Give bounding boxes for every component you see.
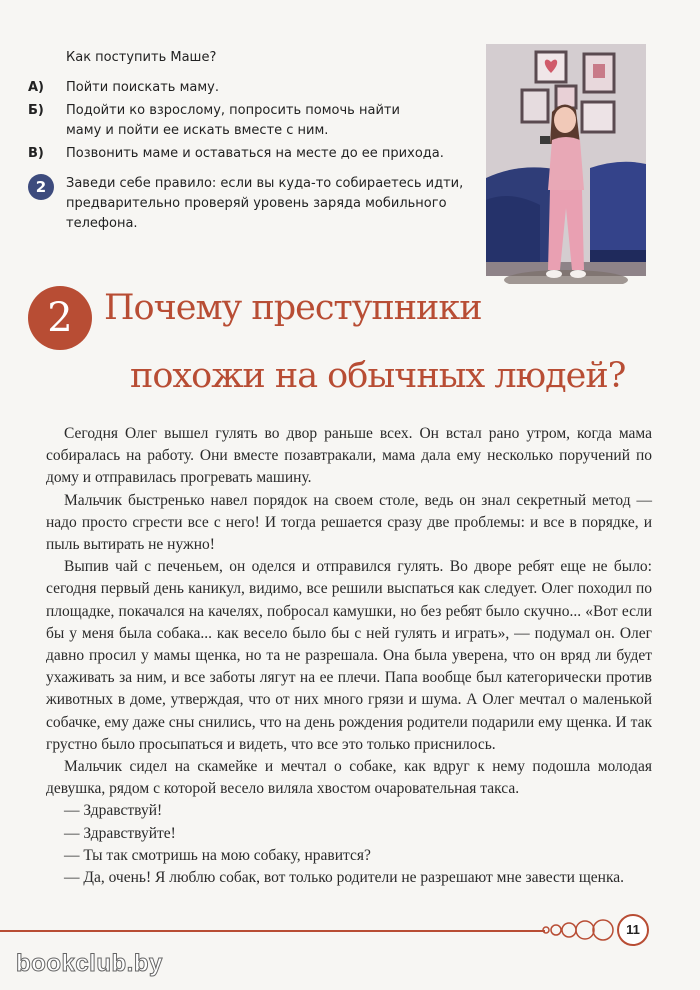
option-letter: А)	[28, 80, 45, 95]
tip-number-badge: 2	[28, 174, 54, 200]
tip-text: Заведи себе правило: если вы куда-то собираетесь идти, предварительно проверяй уровень заряда мобильного телефона.	[66, 176, 464, 231]
dialogue-line: — Ты так смотришь на мою собаку, нравится?	[64, 846, 371, 864]
paragraph: Выпив чай с печеньем, он оделся и отправился гулять. Во дворе ребят еще не было: сегодня первый день каникул, видимо, все решили выспаться как следует. Олег походил по площадке, покачался на качелях, побросал камушки, но без ребят было скучно... «Вот если бы у меня была собака... как весело было бы с ней гулять и играть», — подумал он. Олег давно просил у мамы щенка, но та не разрешала. Она была уверена, что он вряд ли будет ухаживать за ним, и все заботы лягут на ее плечи. Папа вообще был категорически против животных в доме, утверждая, что от них много грязи и шума. А Олег мечтал о маленькой собачке, ему даже сны снились, что на день рождения родители подарили ему щенка. И так грустно было просыпаться и видеть, что все это только приснилось.	[46, 558, 652, 753]
section-title-line-1: Почему преступники	[104, 288, 482, 328]
question-prompt: Как поступить Маше?	[66, 50, 217, 65]
option-text: Пойти поискать маму.	[66, 80, 219, 95]
option-letter: В)	[28, 146, 44, 161]
paragraph: Мальчик сидел на скамейке и мечтал о собаке, как вдруг к нему подошла молодая девушка, рядом с которой весело виляла хвостом очаровательная такса.	[46, 758, 652, 798]
section-number-badge: 2	[28, 286, 92, 350]
option-letter: Б)	[28, 103, 44, 118]
footer-rule	[0, 930, 545, 932]
option-text: Подойти ко взрослому, попросить помочь найти маму и пойти ее искать вместе с ним.	[66, 103, 400, 138]
dialogue-line: — Здравствуйте!	[64, 824, 176, 842]
story-text	[46, 423, 652, 889]
paragraph: Мальчик быстренько навел порядок на своем столе, ведь он знал секретный метод — надо просто сгрести все с него! И тогда решается сразу две проблемы: и все в порядке, и пыль вытирать не нужно!	[46, 491, 652, 554]
page-number: 11	[617, 914, 649, 946]
section-title-line-2: похожи на обычных людей?	[130, 356, 626, 396]
dialogue-line: — Здравствуй!	[64, 802, 163, 820]
paragraph: Сегодня Олег вышел гулять во двор раньше всех. Он встал рано утром, когда мама собиралась на работу. Они вместе позавтракали, мама дала ему несколько поручений по дому и отправилась прогревать машину.	[46, 425, 652, 487]
site-watermark: bookclub.by	[16, 950, 163, 977]
girl-with-phone-illustration	[480, 40, 652, 300]
dialogue-line: — Да, очень! Я люблю собак, вот только родители не разрешают мне завести щенка.	[64, 869, 624, 887]
option-text: Позвонить маме и оставаться на месте до ее прихода.	[66, 146, 444, 161]
